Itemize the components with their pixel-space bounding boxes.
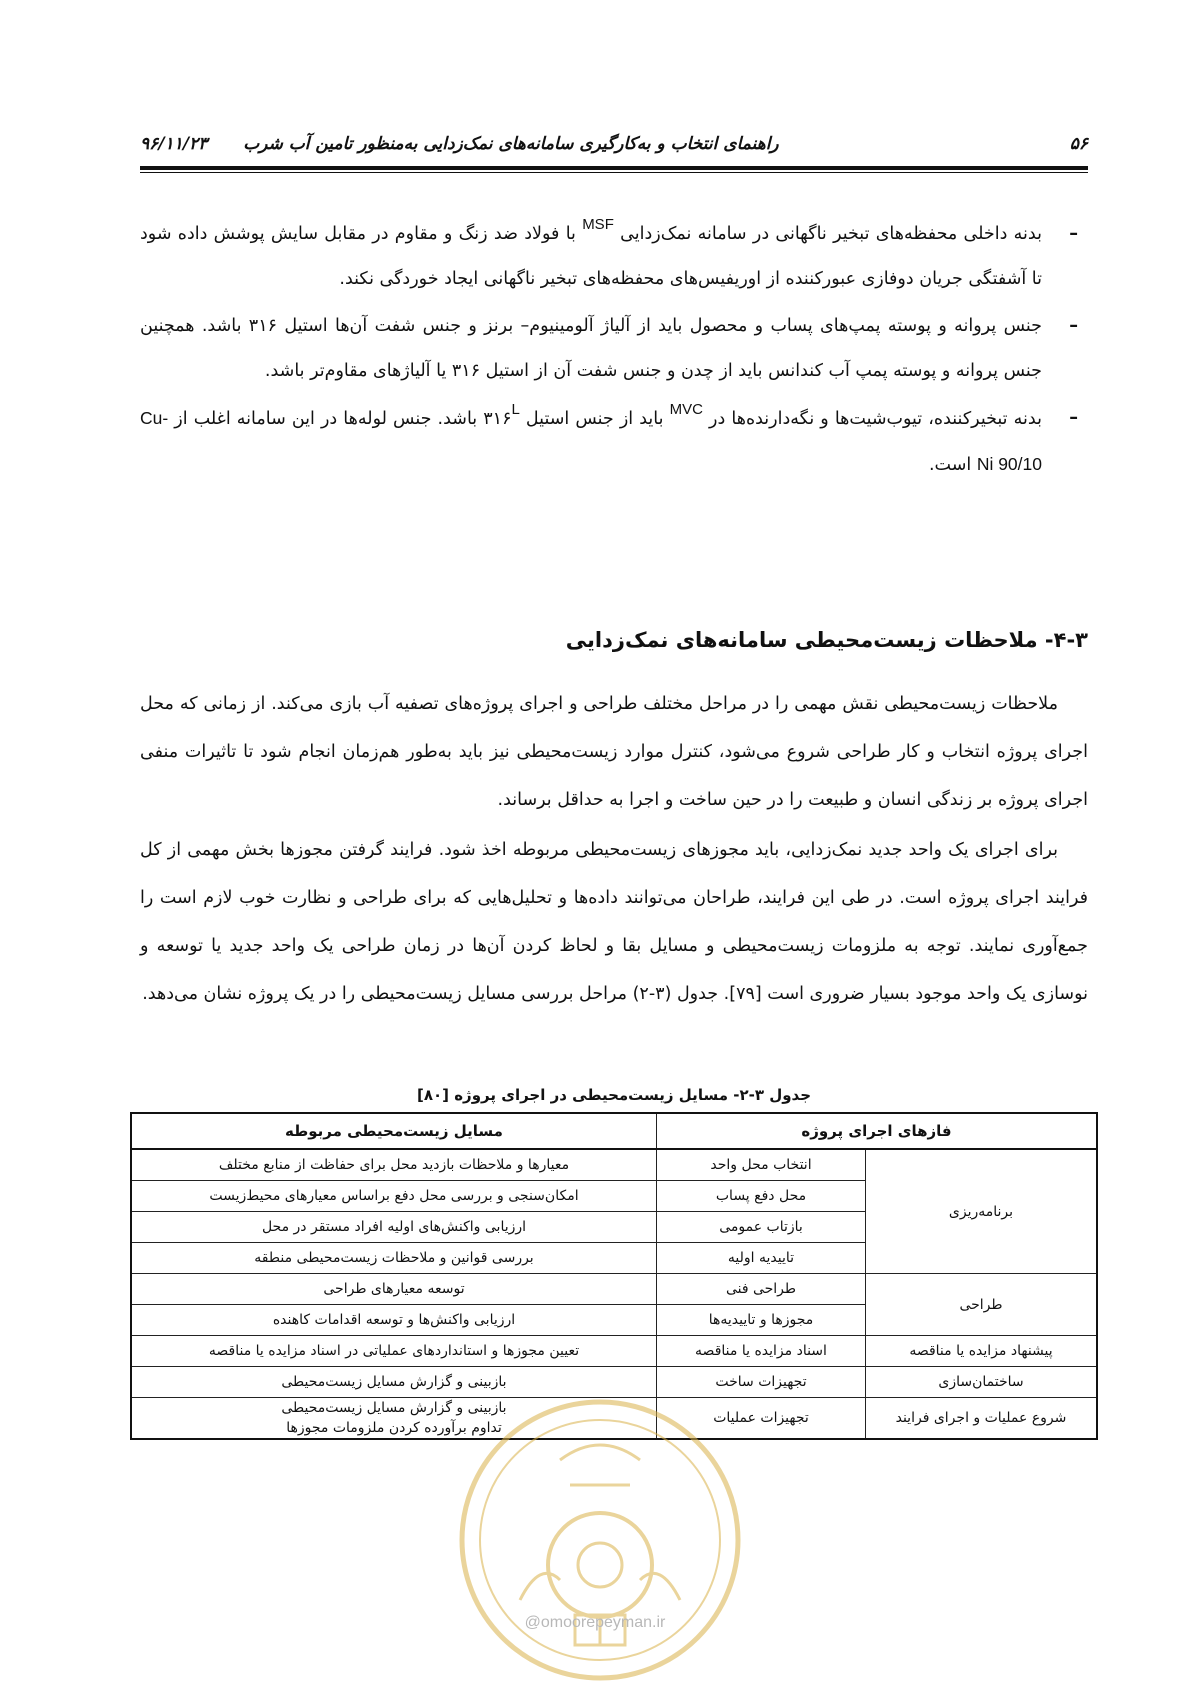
- issue-cell: بررسی قوانین و ملاحظات زیست‌محیطی منطقه: [131, 1243, 657, 1274]
- table-header-row: [131, 1113, 1097, 1149]
- watermark-url: @omoorepeyman.ir: [524, 1614, 666, 1631]
- header-rule-thin: [140, 172, 1088, 173]
- issue-line: تداوم برآورده کردن ملزومات مجوزها: [286, 1420, 502, 1436]
- paragraph: ملاحظات زیست‌محیطی نقش مهمی را در مراحل مختلف طراحی و اجرای پروژه‌های تصفیه آب بازی می‌کند. از زمانی که محل اجرای پروژه انتخاب و کار طراحی شروع می‌شود، کنترل موارد زیست‌محیطی نیز باید به‌طور هم‌زمان انجام شود تا تاثیرات منفی اجرای پروژه بر زندگی انسان و طبیعت را در حین ساخت و اجرا به حداقل برساند.: [140, 694, 1088, 810]
- header-issues: مسایل زیست‌محیطی مربوطه: [131, 1113, 657, 1149]
- subphase-cell: تجهیزات عملیات: [657, 1398, 866, 1440]
- subphase-cell: اسناد مزایده یا مناقصه: [657, 1336, 866, 1367]
- issue-cell: ارزیابی واکنش‌ها و توسعه اقدامات کاهنده: [131, 1305, 657, 1336]
- bullet-text: با فولاد ضد زنگ و مقاوم در مقابل سایش پوشش داده شود تا آشفتگی جریان دوفازی عبورکننده از اوریفیس‌های محفظه‌های تبخیر ناگهانی ایجاد خوردگی نکند.: [140, 224, 1042, 289]
- subphase-cell: تاییدیه اولیه: [657, 1243, 866, 1274]
- issue-cell: بازبینی و گزارش مسایل زیست‌محیطی: [131, 1367, 657, 1398]
- subphase-cell: تجهیزات ساخت: [657, 1367, 866, 1398]
- header-title: راهنمای انتخاب و به‌کارگیری سامانه‌های نمک‌زدایی به‌منظور تامین آب شرب: [243, 134, 779, 154]
- header-rule-thick: [140, 166, 1088, 170]
- phase-cell: طراحی: [866, 1274, 1098, 1336]
- bullet-dash: –: [1069, 224, 1078, 244]
- header-title-group: [140, 134, 779, 154]
- bullet-text: باشد. جنس لوله‌ها در این سامانه اغلب از: [174, 409, 478, 429]
- table-row: [131, 1149, 1097, 1181]
- section-heading: ۴-۳- ملاحظات زیست‌محیطی سامانه‌های نمک‌زدایی: [565, 628, 1088, 652]
- bullet-dash: –: [1069, 408, 1078, 428]
- subphase-cell: محل دفع پساب: [657, 1181, 866, 1212]
- subphase-cell: مجوزها و تاییدیه‌ها: [657, 1305, 866, 1336]
- phase-cell: برنامه‌ریزی: [866, 1149, 1098, 1274]
- bullet-list: [140, 212, 1088, 490]
- issue-cell: ارزیابی واکنش‌های اولیه افراد مستقر در محل: [131, 1212, 657, 1243]
- paragraph: برای اجرای یک واحد جدید نمک‌زدایی، باید مجوزهای زیست‌محیطی مربوطه اخذ شود. فرایند گرفتن مجوزها بخش مهمی از کل فرایند اجرای پروژه است. در طی این فرایند، طراحان می‌توانند داده‌ها و تحلیل‌هایی که برای طراحی و نظارت خوب لازم است را جمع‌آوری نمایند. توجه به ملزومات زیست‌محیطی و مسایل بقا و لحاظ کردن آن‌ها در زمان طراحی یک واحد جدید یا توسعه و نوسازی یک واحد موجود بسیار ضروری است [۷۹]. جدول (۳-۲) مراحل بررسی مسایل زیست‌محیطی را در یک پروژه نشان می‌دهد.: [140, 840, 1088, 1004]
- bullet-latin-term: Cu-Ni 90/10: [140, 408, 1042, 474]
- subphase-cell: انتخاب محل واحد: [657, 1149, 866, 1181]
- bullet-text: بدنه تبخیرکننده، تیوب‌شیت‌ها و نگه‌دارنده‌ها در: [709, 409, 1042, 429]
- phase-cell: ساختمان‌سازی: [866, 1367, 1098, 1398]
- bullet-text: باید از جنس استیل ۳۱۶: [483, 409, 664, 429]
- issue-cell: توسعه معیارهای طراحی: [131, 1274, 657, 1305]
- bullet-item: [140, 212, 1088, 302]
- bullet-superscript: L: [511, 401, 520, 418]
- header-date: ۹۶/۱۱/۲۳: [140, 134, 208, 154]
- issue-cell: امکان‌سنجی و بررسی محل دفع براساس معیارهای محیط‌زیست: [131, 1181, 657, 1212]
- bullet-item: [140, 304, 1088, 394]
- phase-cell: پیشنهاد مزایده یا مناقصه: [866, 1336, 1098, 1367]
- bullet-text: بدنه داخلی محفظه‌های تبخیر ناگهانی در سامانه نمک‌زدایی: [620, 224, 1042, 244]
- publisher-seal-watermark: [450, 1390, 750, 1690]
- bullet-text: جنس پروانه و پوسته پمپ‌های پساب و محصول باید از آلیاژ آلومینیوم– برنز و جنس شفت آن‌ها استیل ۳۱۶ باشد. همچنین جنس پروانه و پوسته پمپ آب کندانس باید از چدن و جنس شفت آن از استیل ۳۱۶ یا آلیاژهای مقاوم‌تر باشد.: [140, 316, 1042, 381]
- issue-cell: تعیین مجوزها و استانداردهای عملیاتی در اسناد مزایده یا مناقصه: [131, 1336, 657, 1367]
- subphase-cell: طراحی فنی: [657, 1274, 866, 1305]
- bullet-superscript: MSF: [582, 216, 614, 233]
- page-number: ۵۶: [1069, 134, 1088, 154]
- issue-line: بازبینی و گزارش مسایل زیست‌محیطی: [281, 1400, 507, 1416]
- bullet-dash: –: [1069, 316, 1078, 336]
- bullet-superscript: MVC: [669, 401, 703, 418]
- phase-cell: شروع عملیات و اجرای فرایند: [866, 1398, 1098, 1440]
- bullet-item: [140, 396, 1088, 488]
- table-row: [131, 1274, 1097, 1305]
- subphase-cell: بازتاب عمومی: [657, 1212, 866, 1243]
- header-phases: فازهای اجرای پروژه: [657, 1113, 1098, 1149]
- issue-cell: معیارها و ملاحظات بازدید محل برای حفاظت از منابع مختلف: [131, 1149, 657, 1181]
- running-header: [140, 126, 1088, 162]
- section-body: [140, 680, 1088, 1020]
- bullet-text: است.: [928, 455, 972, 475]
- table-caption: جدول ۳-۲- مسایل زیست‌محیطی در اجرای پروژه [۸۰]: [416, 1086, 812, 1104]
- table-row: [131, 1336, 1097, 1367]
